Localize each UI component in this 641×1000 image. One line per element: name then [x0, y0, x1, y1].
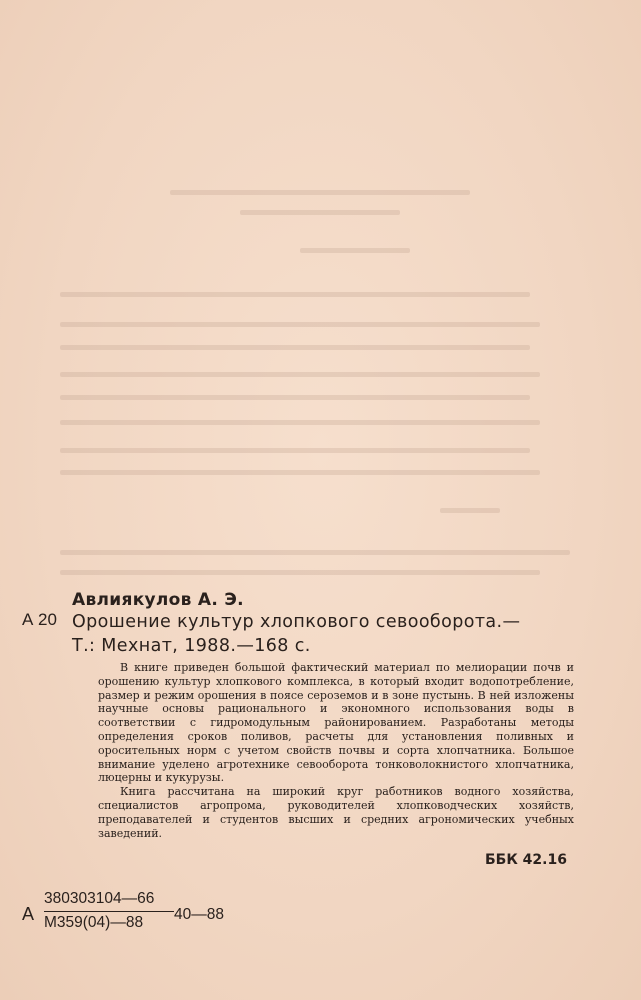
catalog-denominator: М359(04)—88 — [44, 914, 144, 931]
annotation-paragraph: Книга рассчитана на широкий круг работников водного хозяйства, специалистов агропрома, руководителей хлопководческих хозяйств, преподавателей и студентов высших и средних агрономических учебных заведений. — [98, 785, 574, 840]
annotation-paragraph: В книге приведен большой фактический материал по мелиорации почв и орошению культур хлопкового комплекса, в который входит водопотребление, размер и режим орошения в поясе сероземов и в зоне пустынь. В ней изложены научные основы рационального и экономного использования воды в соответствии с гидромодульным районированием. Разработаны методы определения сроков поливов, расчеты для установления поливных и оросительных норм с учетом свойств почвы и сорта хлопчатника. Большое внимание уделено агротехнике севооборота тонковолокнистого хлопчатника, люцерны и кукурузы. — [98, 661, 574, 785]
catalog-numerator: 380303104—66 — [44, 890, 174, 912]
author-name: Авлиякулов А. Э. — [72, 590, 244, 610]
annotation — [98, 661, 574, 840]
catalog-code: А 20 — [22, 610, 57, 629]
catalog-letter: А — [22, 904, 35, 924]
catalog-fraction — [44, 890, 174, 932]
catalog-suffix: 40—88 — [174, 906, 224, 923]
bbk-code: ББК 42.16 — [485, 852, 567, 868]
book-title — [72, 610, 612, 658]
publisher-line: Т.: Мехнат, 1988.—168 с. — [72, 636, 311, 656]
title-line: Орошение культур хлопкового севооборота.— — [72, 612, 521, 632]
